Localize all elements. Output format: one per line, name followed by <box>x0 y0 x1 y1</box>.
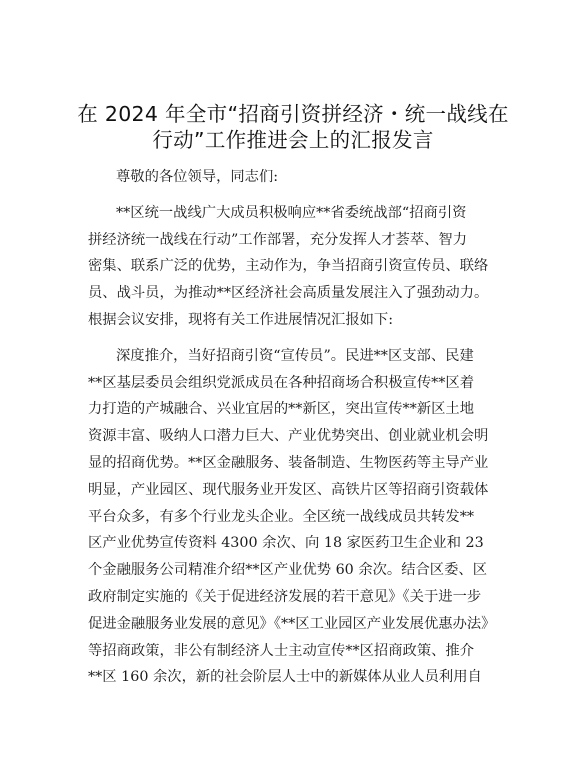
title-line: 在 2024 年全市“招商引资拼经济・统一战线在 <box>77 102 509 126</box>
paragraph-line: 密集、联系广泛的优势，主动作为，争当招商引资宣传员、联络 <box>88 258 489 275</box>
paragraph-line: 明显，产业园区、现代服务业开发区、高铁片区等招商引资载体 <box>88 481 489 498</box>
paragraph-line: 显的招商优势。**区金融服务、装备制造、生物医药等主导产业 <box>88 454 489 471</box>
paragraph-line: 资源丰富、吸纳人口潜力巨大、产业优势突出、创业就业机会明 <box>88 428 489 445</box>
document-title <box>60 101 526 153</box>
paragraph-line: **区统一战线广大成员积极响应**省委统战部“招商引资 <box>116 204 467 221</box>
paragraph-line: 政府制定实施的《关于促进经济发展的若干意见》《关于进一步 <box>88 588 482 605</box>
paragraph-line: 等招商政策，非公有制经济人士主动宣传**区招商政策、推介 <box>88 642 475 659</box>
paragraph-line: **区 160 余次，新的社会阶层人士中的新媒体从业人员利用自 <box>88 669 482 686</box>
paragraph-gap <box>88 191 502 200</box>
paragraph-line: 个金融服务公司精准介绍**区产业优势 60 余次。结合区委、区 <box>88 562 487 579</box>
paragraph-line: 深度推介，当好招商引资“宣传员”。民进**区支部、民建 <box>116 347 474 364</box>
salutation-paragraph <box>88 164 502 191</box>
paragraph-line: 员、战斗员，为推动**区经济社会高质量发展注入了强劲动力。 <box>88 285 489 302</box>
paragraph-gap <box>88 334 502 343</box>
paragraph-1 <box>88 200 502 334</box>
paragraph-line: 平台众多，有多个行业龙头企业。全区统一战线成员共转发** <box>88 508 475 525</box>
paragraph-line: 区产业优势宣传资料 4300 余次、向 18 家医药卫生企业和 23 <box>88 535 484 552</box>
salutation: 尊敬的各位领导，同志们: <box>116 169 279 185</box>
paragraph-line: 促进金融服务业发展的意见》《**区工业园区产业发展优惠办法》 <box>88 615 496 632</box>
paragraph-line: 拼经济统一战线在行动”工作部署，充分发挥人才荟萃、智力 <box>88 231 468 248</box>
paragraph-2 <box>88 343 502 691</box>
title-line: 行动”工作推进会上的汇报发言 <box>152 128 434 152</box>
paragraph-line: 根据会议安排，现将有关工作进展情况汇报如下: <box>88 311 394 328</box>
paragraph-line: **区基层委员会组织党派成员在各种招商场合积极宣传**区着 <box>88 374 475 391</box>
document-body <box>88 164 502 691</box>
paragraph-line: 力打造的产城融合、兴业宜居的**新区，突出宣传**新区土地 <box>88 401 475 418</box>
